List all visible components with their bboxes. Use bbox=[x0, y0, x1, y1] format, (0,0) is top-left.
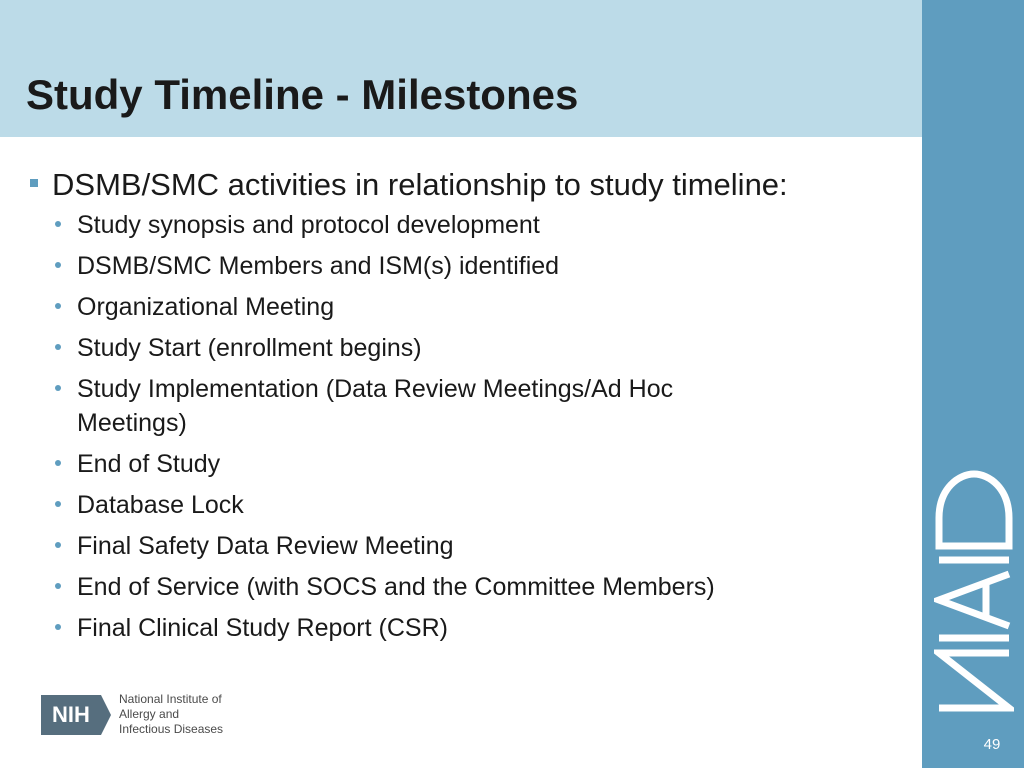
institute-name-line1: National Institute of bbox=[119, 692, 222, 706]
list-item: Study Start (enrollment begins) bbox=[26, 331, 906, 365]
niaid-vertical-logo bbox=[934, 468, 1014, 715]
list-item: End of Service (with SOCS and the Committee Members) bbox=[26, 570, 906, 604]
list-item: Final Safety Data Review Meeting bbox=[26, 529, 906, 563]
dot-bullet-icon bbox=[55, 303, 61, 309]
dot-bullet-icon bbox=[55, 542, 61, 548]
dot-bullet-icon bbox=[55, 501, 61, 507]
nih-logo-arrow bbox=[101, 695, 111, 735]
square-bullet-icon bbox=[30, 179, 38, 187]
list-item: Database Lock bbox=[26, 488, 906, 522]
list-item: Final Clinical Study Report (CSR) bbox=[26, 611, 906, 645]
dot-bullet-icon bbox=[55, 262, 61, 268]
main-bullet bbox=[26, 164, 906, 208]
institute-name-line2: Allergy and bbox=[119, 707, 180, 721]
list-item: Organizational Meeting bbox=[26, 290, 906, 324]
nih-niaid-logo bbox=[41, 692, 223, 737]
dot-bullet-icon bbox=[55, 221, 61, 227]
milestone-list bbox=[26, 208, 906, 645]
institute-name bbox=[119, 692, 223, 737]
institute-name-line3: Infectious Diseases bbox=[119, 722, 224, 736]
slide-content bbox=[26, 164, 906, 652]
page-number: 49 bbox=[983, 736, 1001, 753]
list-item: End of Study bbox=[26, 447, 906, 481]
dot-bullet-icon bbox=[55, 460, 61, 466]
main-bullet-text: DSMB/SMC activities in relationship to study timeline: bbox=[52, 167, 788, 202]
niaid-letter-a bbox=[939, 574, 1009, 626]
dot-bullet-icon bbox=[55, 385, 61, 391]
dot-bullet-icon bbox=[55, 624, 61, 630]
nih-logo-box: NIH bbox=[41, 695, 101, 735]
niaid-letter-d bbox=[939, 474, 1009, 546]
dot-bullet-icon bbox=[55, 344, 61, 350]
list-item: DSMB/SMC Members and ISM(s) identified bbox=[26, 249, 906, 283]
list-item: Study synopsis and protocol development bbox=[26, 208, 906, 242]
dot-bullet-icon bbox=[55, 583, 61, 589]
slide-title: Study Timeline - Milestones bbox=[26, 71, 579, 118]
niaid-letter-n bbox=[939, 653, 1009, 708]
list-item: Study Implementation (Data Review Meetings/Ad Hoc Meetings) bbox=[26, 372, 906, 440]
